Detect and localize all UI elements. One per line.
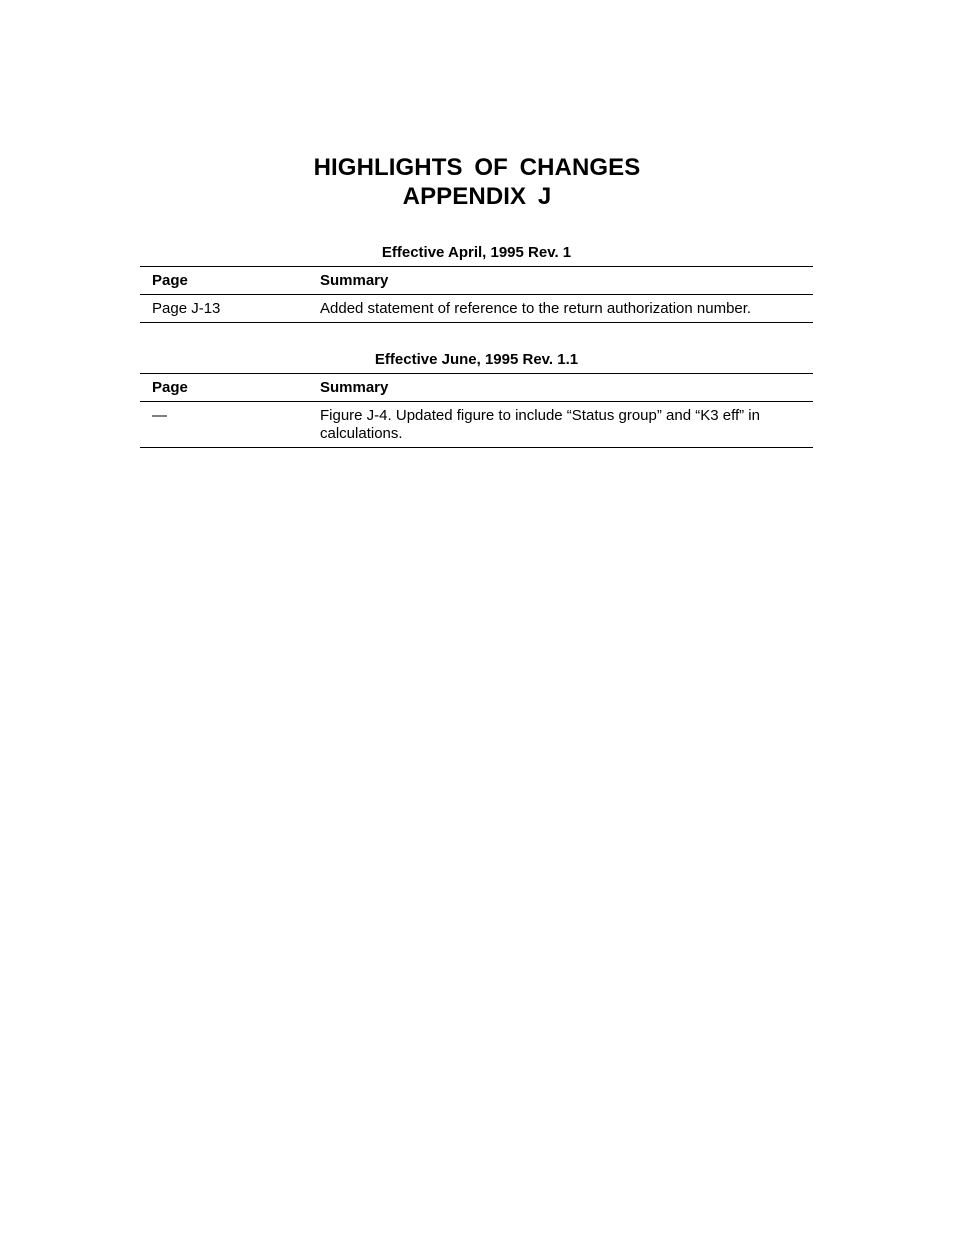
title-line-1: HIGHLIGHTS OF CHANGES xyxy=(313,154,641,181)
table-header-row xyxy=(140,374,813,402)
cell-page: — xyxy=(152,407,167,424)
table-header-row xyxy=(140,267,813,295)
table-row xyxy=(140,295,813,323)
cell-summary: Added statement of reference to the return authorization number. xyxy=(320,300,752,317)
column-header-summary: Summary xyxy=(320,272,389,289)
section-april-1995 xyxy=(140,244,813,323)
document-title xyxy=(0,153,954,211)
section-heading: Effective June, 1995 Rev. 1.1 xyxy=(374,351,579,368)
changes-table xyxy=(140,373,813,448)
cell-page: Page J-13 xyxy=(152,300,221,317)
section-june-1995 xyxy=(140,351,813,448)
column-header-page: Page xyxy=(152,272,188,289)
table-row xyxy=(140,402,813,448)
column-header-page: Page xyxy=(152,379,188,396)
title-line-2: APPENDIX J xyxy=(402,183,552,210)
section-heading: Effective April, 1995 Rev. 1 xyxy=(381,244,572,261)
column-header-summary: Summary xyxy=(320,379,389,396)
changes-table xyxy=(140,266,813,323)
cell-summary: Figure J-4. Updated figure to include “Status group” and “K3 eff” in calculations. xyxy=(320,407,760,442)
